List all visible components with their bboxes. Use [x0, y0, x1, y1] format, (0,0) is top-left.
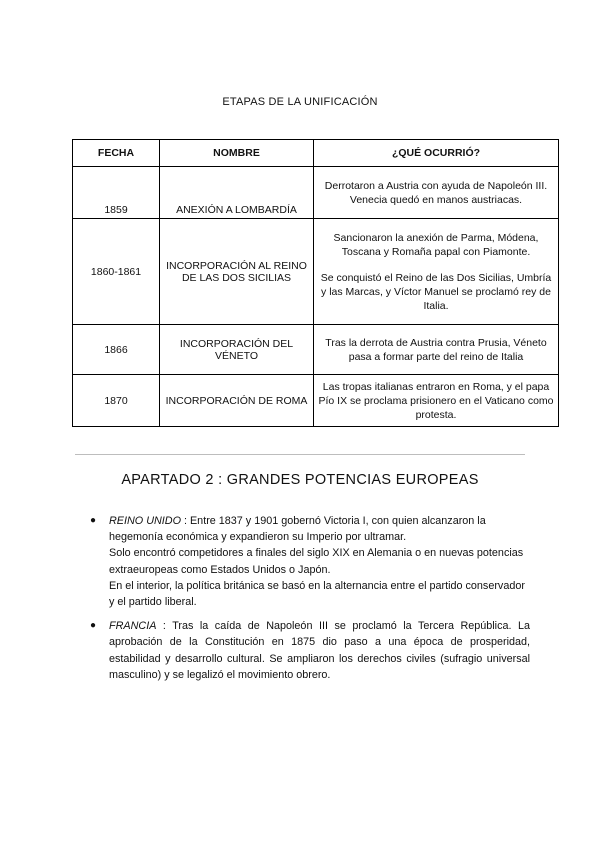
row-date: 1860-1861 — [73, 219, 160, 325]
event-text: Venecia quedó en manos austriacas. — [349, 193, 523, 206]
table-header-row — [73, 140, 559, 167]
event-text: Se conquistó el Reino de las Dos Sicilias, Umbría y las Marcas, y Víctor Manuel se proclamó rey de Italia. — [320, 271, 552, 312]
topic-text: Tras la caída de Napoleón III se proclamó la Tercera República. La aprobación de la Constitución en 1875 dio paso a una época de prosperidad, estabilidad y desarrollo cultural. Se ampliaron los derechos civiles (sufragio universal masculino) y se legalizó el movimiento obrero. — [109, 620, 530, 681]
unification-table — [72, 139, 559, 427]
topic-first-line — [109, 513, 530, 545]
topic-text: Entre 1837 y 1901 gobernó Victoria I, con quien alcanzaron la hegemonía económica y expandieron su Imperio por ultramar. — [109, 515, 486, 544]
row-name: INCORPORACIÓN DE ROMA — [160, 375, 314, 427]
row-date: 1866 — [73, 325, 160, 375]
topic-text: Solo encontró competidores a finales del siglo XIX en Alemania o en nuevas potencias extraeuropeas como Estados Unidos o Japón. — [109, 547, 524, 576]
table-row — [73, 325, 559, 375]
list-item-francia — [88, 618, 530, 683]
section-divider — [75, 454, 525, 455]
bullet-icon: ● — [90, 515, 97, 526]
row-events — [314, 219, 559, 325]
section-title: APARTADO 2 : GRANDES POTENCIAS EUROPEAS — [121, 472, 479, 488]
row-name: ANEXIÓN A LOMBARDÍA — [160, 167, 314, 219]
event-text: Sancionaron la anexión de Parma, Módena, Toscana y Romaña papal con Piamonte. — [333, 231, 539, 258]
header-name: NOMBRE — [160, 140, 314, 167]
row-events — [314, 375, 559, 427]
list-item-reino-unido — [88, 513, 530, 610]
row-name: INCORPORACIÓN AL REINO DE LAS DOS SICILIAS — [160, 219, 314, 325]
page-title: ETAPAS DE LA UNIFICACIÓN — [222, 96, 378, 108]
header-date: FECHA — [73, 140, 160, 167]
topic-paragraph — [109, 618, 530, 683]
header-what-happened: ¿QUÉ OCURRIÓ? — [314, 140, 559, 167]
bullet-icon: ● — [90, 620, 97, 632]
table-row — [73, 219, 559, 325]
topic-separator: : — [180, 515, 190, 527]
powers-list — [88, 513, 530, 683]
topic-name: FRANCIA — [109, 620, 157, 633]
event-text: Las tropas italianas entraron en Roma, y el papa Pío IX se proclama prisionero en el Vaticano como protesta. — [318, 380, 554, 421]
row-date: 1870 — [73, 375, 160, 427]
row-name: INCORPORACIÓN DEL VÉNETO — [160, 325, 314, 375]
topic-name: REINO UNIDO — [109, 515, 181, 527]
table-row — [73, 167, 559, 219]
row-date: 1859 — [73, 167, 160, 219]
topic-text: En el interior, la política británica se basó en la alternancia entre el partido conservador y el partido liberal. — [109, 579, 525, 609]
row-events — [314, 325, 559, 375]
topic-separator: : — [156, 620, 173, 633]
event-text: Derrotaron a Austria con ayuda de Napoleón III. — [324, 179, 548, 192]
row-events — [314, 167, 559, 219]
event-text: Tras la derrota de Austria contra Prusia, Véneto pasa a formar parte del reino de Italia — [325, 336, 547, 363]
table-row — [73, 375, 559, 427]
